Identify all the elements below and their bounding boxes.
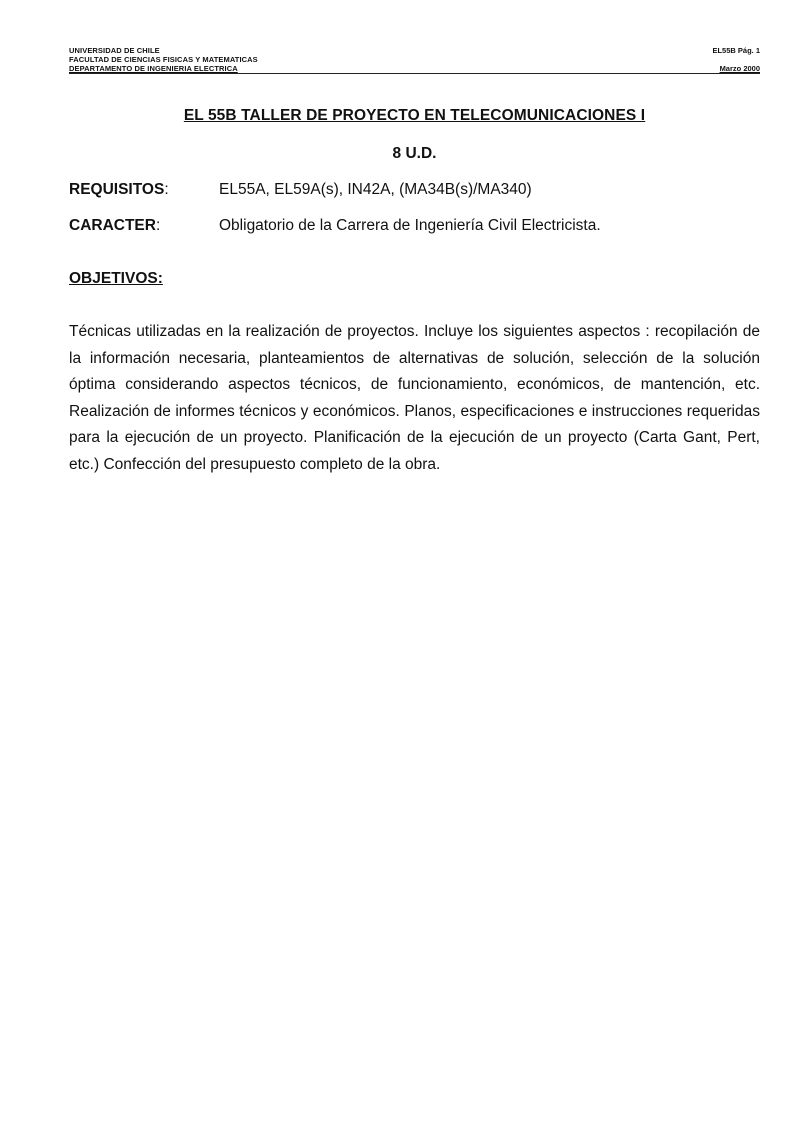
caracter-label-wrap (69, 217, 160, 235)
document-date: Marzo 2000 (719, 64, 760, 73)
university-name: UNIVERSIDAD DE CHILE (69, 46, 160, 55)
requisitos-label: REQUISITOS (69, 181, 165, 198)
objetivos-heading: OBJETIVOS: (69, 270, 163, 287)
course-units: 8 U.D. (392, 145, 437, 162)
header-divider (69, 73, 760, 74)
faculty-name: FACULTAD DE CIENCIAS FISICAS Y MATEMATICAS (69, 55, 258, 64)
caracter-value: Obligatorio de la Carrera de Ingeniería Civil Electricista. (219, 217, 601, 234)
requisitos-colon: : (164, 181, 169, 198)
course-title: EL 55B TALLER DE PROYECTO EN TELECOMUNICACIONES I (183, 107, 646, 124)
requisitos-value: EL55A, EL59A(s), IN42A, (MA34B(s)/MA340) (219, 181, 532, 198)
page-reference: EL55B Pág. 1 (712, 46, 760, 55)
caracter-label: CARACTER (69, 217, 156, 234)
requisitos-label-wrap (69, 181, 169, 199)
page-info-block (712, 46, 760, 73)
objetivos-text: Técnicas utilizadas en la realización de proyectos. Incluye los siguientes aspectos : recopilación de la información necesaria, planteamientos de alternativas de solución, selección de la solución óptima considerando aspectos técnicos, de funcionamiento, económicos, de mantención, etc. Realización de informes técnicos y económicos. Planos, especificaciones e instrucciones requeridas para la ejecución de un proyecto. Planificación de la ejecución de un proyecto (Carta Gant, Pert, etc.) Confección del presupuesto completo de la obra. (69, 323, 760, 473)
institution-block (69, 46, 258, 73)
caracter-colon: : (155, 217, 161, 234)
department-name: DEPARTAMENTO DE INGENIERIA ELECTRICA (69, 64, 238, 73)
